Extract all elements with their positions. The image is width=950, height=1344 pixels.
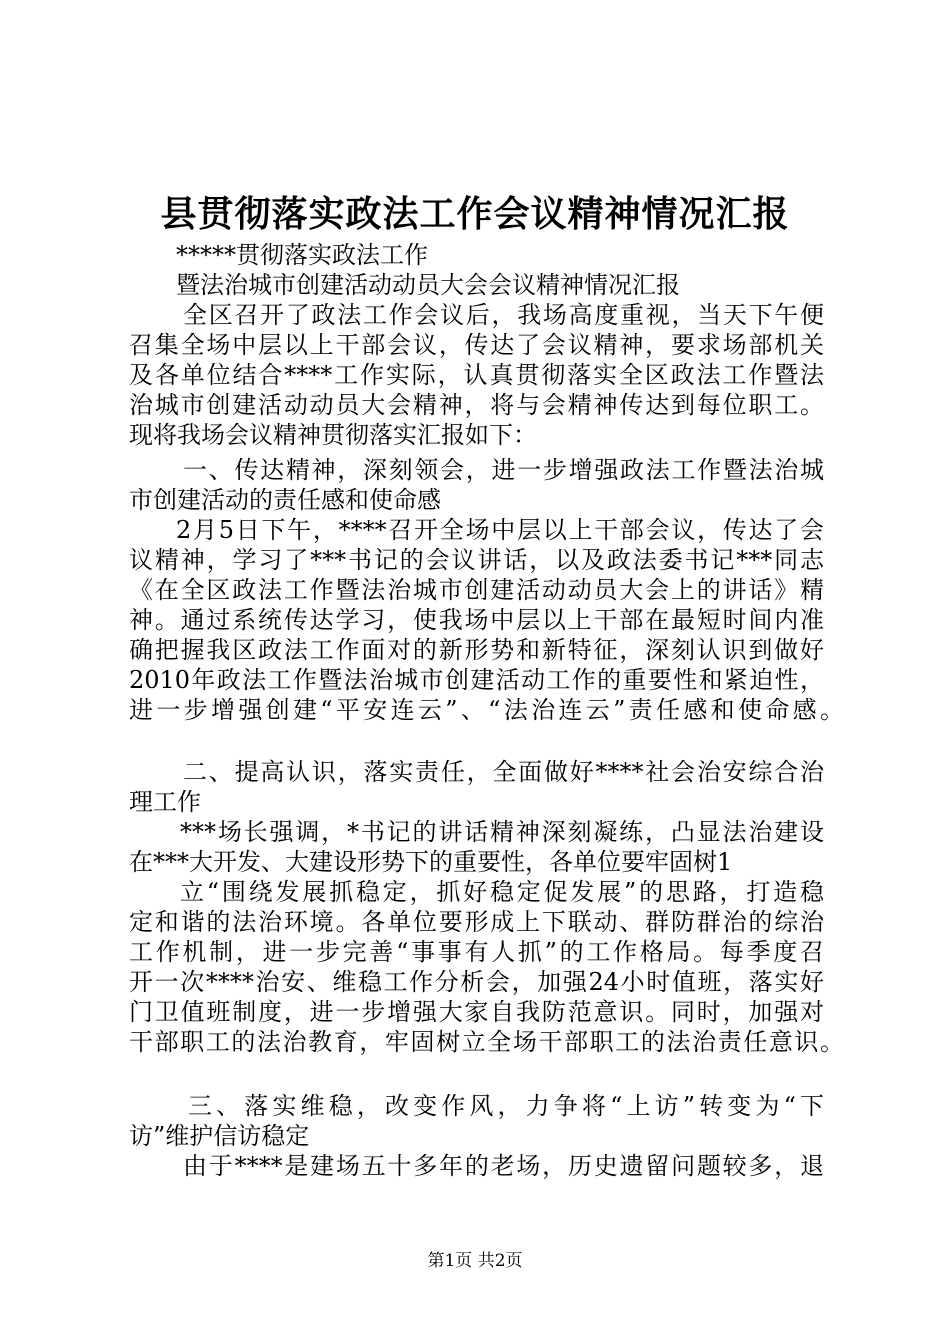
paragraph-line: 《在全区政法工作暨法治城市创建活动动员大会上的讲话》精 bbox=[129, 576, 824, 604]
page-number: 第1页 共2页 bbox=[427, 1251, 523, 1271]
section-heading-line: 二、提高认识，落实责任，全面做好****社会治安综合治 bbox=[183, 758, 824, 786]
paragraph-line: 由于****是建场五十多年的老场，历史遗留问题较多，退 bbox=[183, 1152, 824, 1180]
paragraph-line: 开一次****治安、维稳工作分析会，加强24小时值班，落实好 bbox=[129, 968, 824, 996]
paragraph-line: ***场长强调，*书记的讲话精神深刻凝练，凸显法治建设 bbox=[180, 818, 824, 846]
paragraph-line: 在***大开发、大建设形势下的重要性，各单位要牢固树1 bbox=[129, 848, 733, 876]
paragraph-line: 神。通过系统传达学习，使我场中层以上干部在最短时间内准 bbox=[129, 606, 824, 634]
paragraph-line: 工作机制，进一步完善“事事有人抓”的工作格局。每季度召 bbox=[129, 938, 824, 966]
paragraph-line: 确把握我区政法工作面对的新形势和新特征，深刻认识到做好 bbox=[129, 636, 824, 664]
section-heading-line: 理工作 bbox=[129, 788, 201, 816]
section-heading-line: 市创建活动的责任感和使命感 bbox=[129, 486, 441, 514]
paragraph-line: 干部职工的法治教育，牢固树立全场干部职工的法治责任意识。 bbox=[129, 1028, 844, 1056]
paragraph-line: 治城市创建活动动员大会精神，将与会精神传达到每位职工。 bbox=[129, 391, 824, 419]
paragraph-line: 进一步增强创建“平安连云”、“法治连云”责任感和使命感。 bbox=[129, 696, 844, 724]
paragraph-line: 全区召开了政法工作会议后，我场高度重视，当天下午便 bbox=[183, 301, 824, 329]
paragraph-line: 立“围绕发展抓稳定，抓好稳定促发展”的思路，打造稳 bbox=[180, 878, 824, 906]
section-heading-line: 三、落实维稳，改变作风，力争将“上访”转变为“下 bbox=[188, 1092, 824, 1120]
paragraph-line: 2010年政法工作暨法治城市创建活动工作的重要性和紧迫性， bbox=[129, 666, 824, 694]
paragraph-line: 定和谐的法治环境。各单位要形成上下联动、群防群治的综治 bbox=[129, 908, 824, 936]
paragraph-line: 现将我场会议精神贯彻落实汇报如下： bbox=[129, 421, 537, 449]
paragraph-line: 门卫值班制度，进一步增强大家自我防范意识。同时，加强对 bbox=[129, 998, 824, 1026]
subtitle-line-2: 暨法治城市创建活动动员大会会议精神情况汇报 bbox=[176, 271, 680, 299]
paragraph-line: 及各单位结合****工作实际，认真贯彻落实全区政法工作暨法 bbox=[129, 361, 824, 389]
subtitle-line-1: *****贯彻落实政法工作 bbox=[176, 241, 428, 269]
paragraph-line: 2月5日下午，****召开全场中层以上干部会议，传达了会 bbox=[176, 516, 824, 544]
section-heading-line: 一、传达精神，深刻领会，进一步增强政法工作暨法治城 bbox=[183, 456, 824, 484]
document-title: 县贯彻落实政法工作会议精神情况汇报 bbox=[160, 193, 790, 235]
paragraph-line: 议精神，学习了***书记的会议讲话，以及政法委书记***同志 bbox=[129, 546, 824, 574]
paragraph-line: 召集全场中层以上干部会议，传达了会议精神，要求场部机关 bbox=[129, 331, 824, 359]
section-heading-line: 访”维护信访稳定 bbox=[129, 1122, 310, 1150]
